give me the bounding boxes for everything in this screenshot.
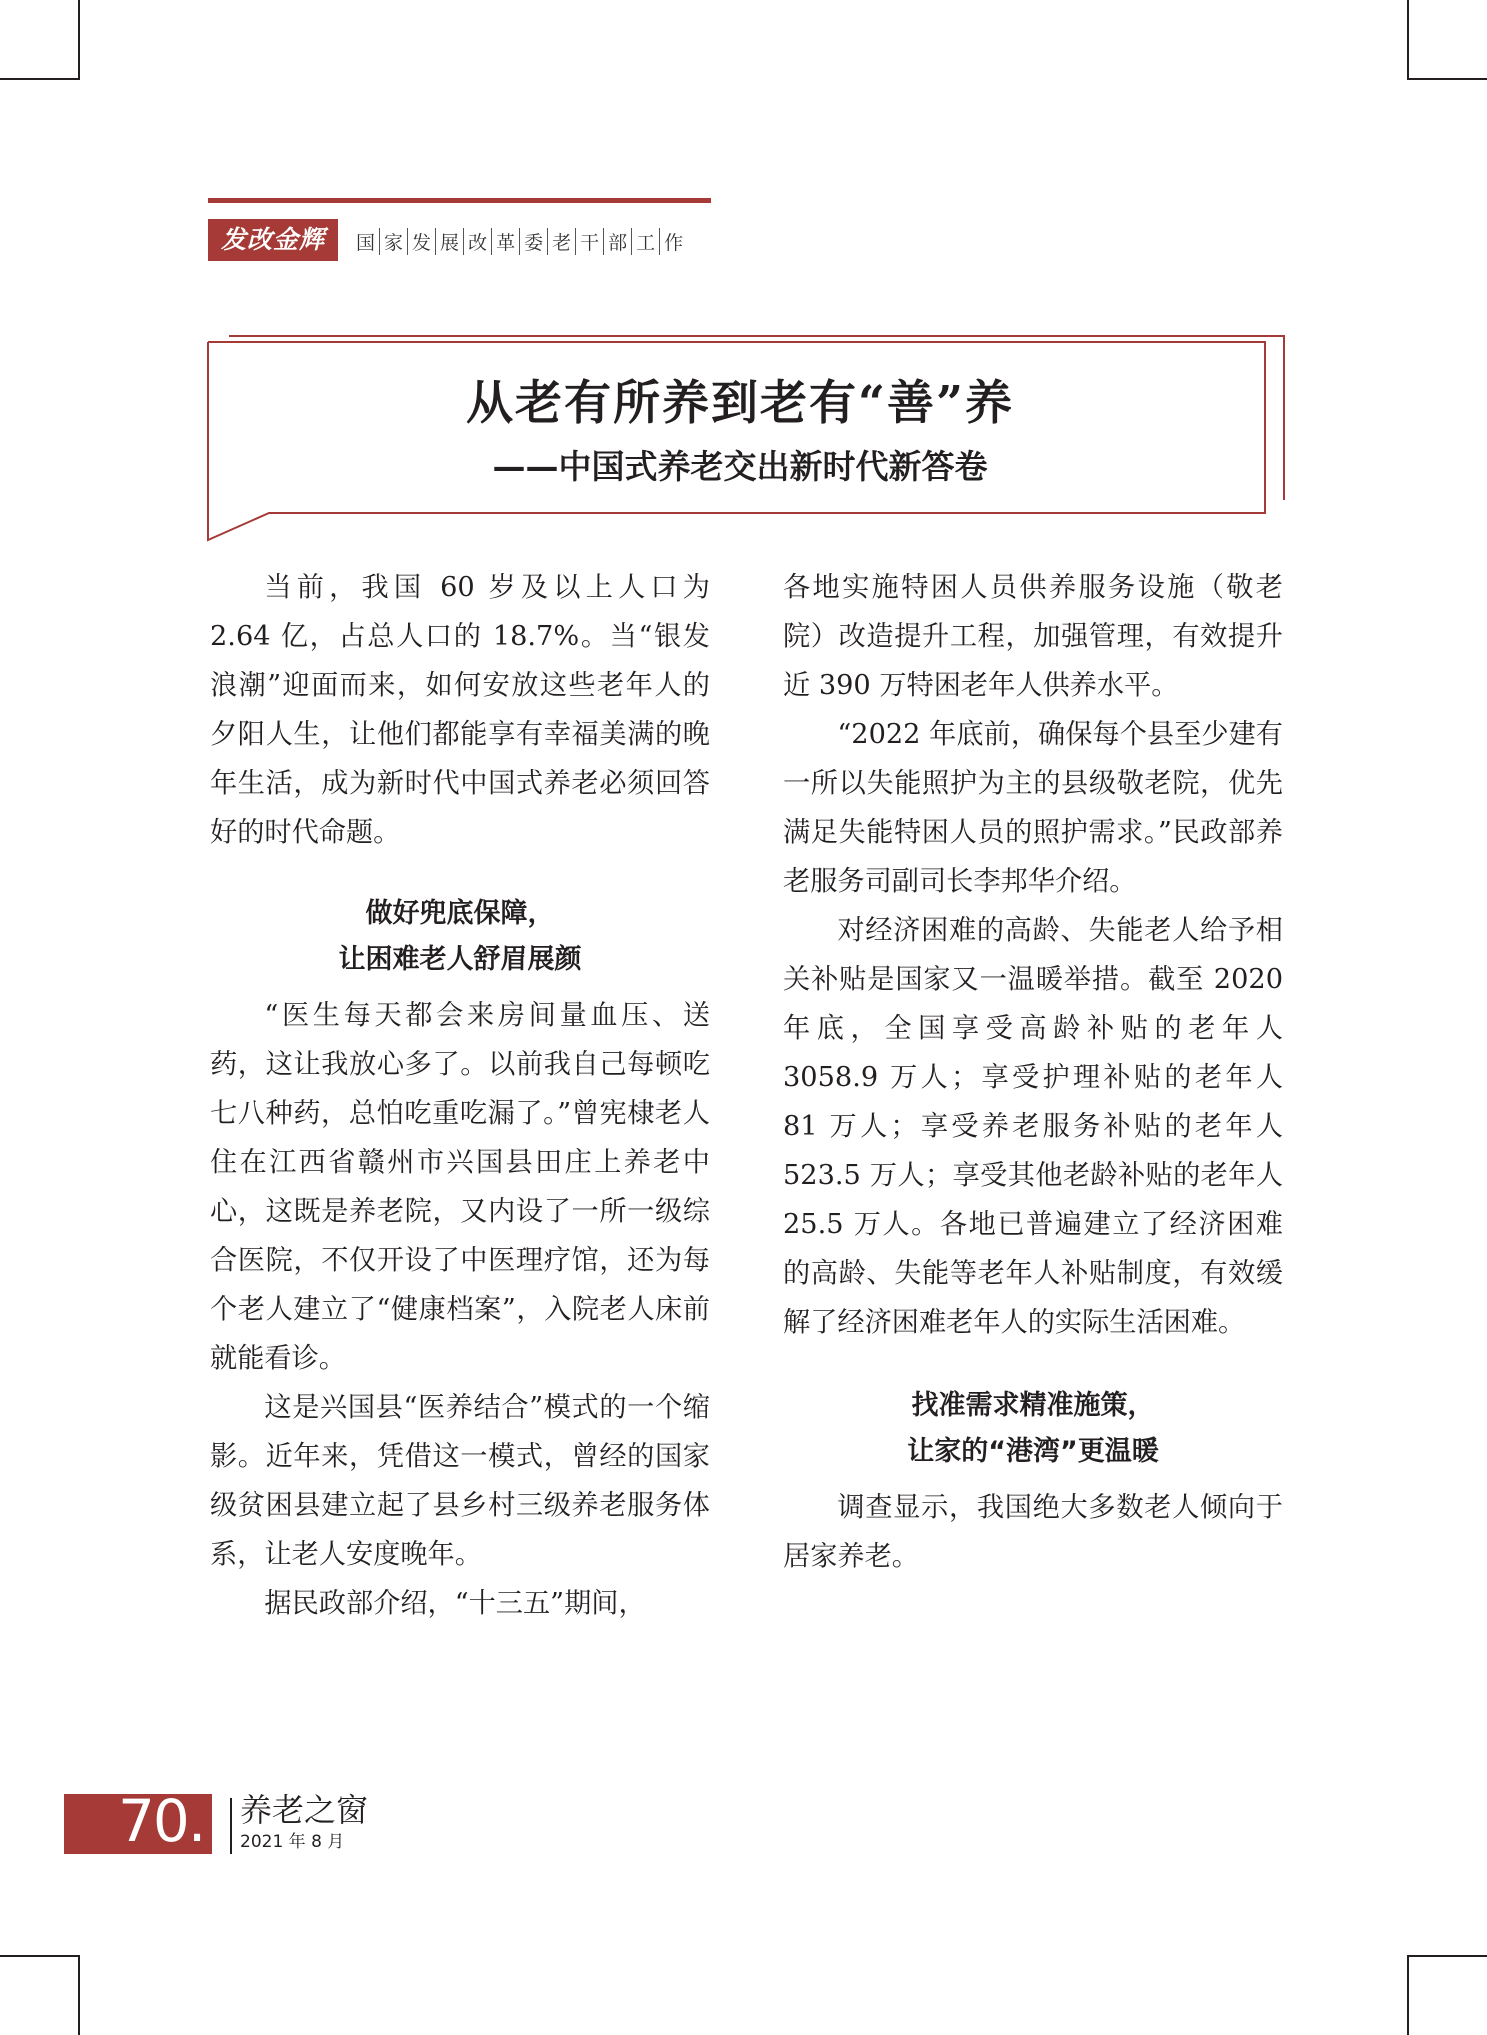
org-char: 作 (659, 228, 687, 255)
page-number (118, 1788, 204, 1854)
org-char: 委 (519, 228, 547, 255)
org-char: 干 (575, 228, 603, 255)
paragraph: “医生每天都会来房间量血压、送药，这让我放心多了。以前我自己每顿吃七八种药，总怕吃重吃漏了。”曾宪棣老人住在江西省赣州市兴国县田庄上养老中心，这既是养老院，又内设了一所一级综合医院，不仅开设了中医理疗馆，还为每个老人建立了“健康档案”，入院老人床前就能看诊。 (210, 1000, 710, 1374)
crop-mark (78, 1955, 80, 2035)
footer-separator (230, 1798, 232, 1854)
org-char: 家 (379, 228, 407, 255)
section-heading-line: 让家的“港湾”更温暖 (907, 1436, 1159, 1467)
paragraph: 据民政部介绍，“十三五”期间， (264, 1588, 646, 1619)
paragraph: “2022 年底前，确保每个县至少建有一所以失能照护为主的县级敬老院，优先满足失能特困人员的照护需求。”民政部养老服务司副司长李邦华介绍。 (783, 719, 1283, 897)
org-char: 改 (463, 228, 491, 255)
article-subtitle: ——中国式养老交出新时代新答卷 (492, 447, 988, 486)
paragraph: 各地实施特困人员供养服务设施（敬老院）改造提升工程，加强管理，有效提升近 390 万特困老年人供养水平。 (783, 572, 1283, 701)
org-char: 展 (435, 228, 463, 255)
section-heading-line: 做好兜底保障， (365, 898, 555, 929)
org-char: 部 (603, 228, 631, 255)
article-title: 从老有所养到老有“善”养 (465, 376, 1015, 431)
right-column (783, 563, 1283, 1581)
paragraph: 对经济困难的高龄、失能老人给予相关补贴是国家又一温暖举措。截至 2020 年底，全国享受高龄补贴的老年人 3058.9 万人；享受护理补贴的老年人 81 万人；享受养老服务补贴的老年人 523.5 万人；享受其他老龄补贴的老年人 25.5 万人。各地已普遍建立了经济困难的高龄、失能等老年人补贴制度，有效缓解了经济困难老年人的实际生活困难。 (783, 915, 1283, 1338)
page-number-dot: . (187, 1787, 205, 1855)
section-heading (210, 891, 710, 983)
paragraph: 当前，我国 60 岁及以上人口为 2.64 亿，占总人口的 18.7%。当“银发浪潮”迎面而来，如何安放这些老年人的夕阳人生，让他们都能享有幸福美满的晚年生活，成为新时代中国式养老必须回答好的时代命题。 (210, 572, 710, 848)
crop-mark (1407, 1955, 1409, 2035)
issue-date: 2021 年 8 月 (240, 1832, 345, 1852)
org-char: 革 (491, 228, 519, 255)
org-char: 老 (547, 228, 575, 255)
section-heading-line: 让困难老人舒眉展颜 (338, 944, 582, 975)
page-number-digits: 70 (118, 1787, 188, 1855)
org-char: 发 (407, 228, 435, 255)
crop-mark (1407, 1955, 1487, 1957)
paragraph: 调查显示，我国绝大多数老人倾向于居家养老。 (783, 1492, 1283, 1572)
section-heading-line: 找准需求精准施策， (911, 1390, 1155, 1421)
org-char: 工 (631, 228, 659, 255)
magazine-name: 养老之窗 (240, 1791, 369, 1829)
column-logo: 发改金辉 (208, 219, 338, 261)
section-heading (783, 1383, 1283, 1475)
org-char: 国 (356, 231, 376, 254)
title-frame (0, 0, 1487, 600)
paragraph: 这是兴国县“医养结合”模式的一个缩影。近年来，凭借这一模式，曾经的国家级贫困县建立起了县乡村三级养老服务体系，让老人安度晚年。 (210, 1392, 710, 1570)
crop-mark (0, 1955, 80, 1957)
left-column (210, 563, 710, 1628)
